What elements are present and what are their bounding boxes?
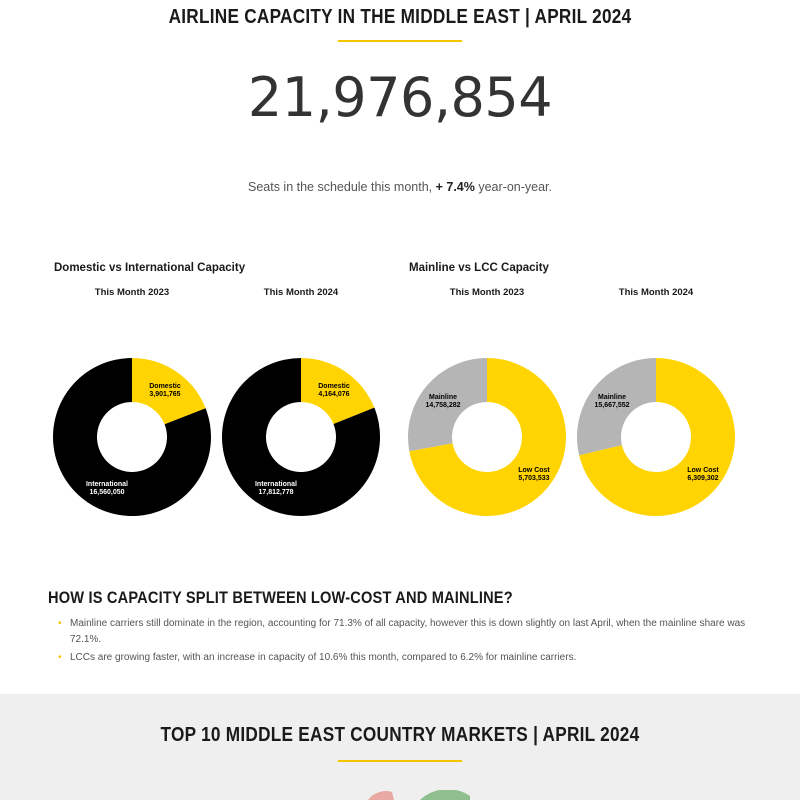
split-bullet-text: LCCs are growing faster, with an increase in capacity of 10.6% this month, compared to 6.2% for mainline carriers.	[70, 652, 577, 663]
slice-name-label: Domestic	[318, 383, 350, 390]
peek-shape-red	[368, 791, 394, 800]
split-bullet	[58, 616, 758, 648]
slice-value-label: 5,703,533	[518, 475, 550, 482]
seats-caption	[0, 180, 800, 194]
slice-value-label: 14,758,282	[425, 402, 461, 409]
markets-section-band	[0, 694, 800, 800]
slice-value-label: 4,164,076	[318, 391, 350, 398]
mainline-lcc-heading: Mainline vs LCC Capacity	[409, 262, 549, 274]
seats-caption-suffix: year-on-year.	[478, 180, 553, 194]
peek-shape-green	[420, 790, 470, 800]
donut-mainline-lcc-2024	[577, 358, 735, 516]
split-bullets	[58, 616, 758, 668]
seats-caption-prefix: Seats in the schedule this month,	[247, 180, 433, 194]
donut-charts	[0, 340, 800, 540]
split-bullet-text: Mainline carriers still dominate in the region, accounting for 71.3% of all capacity, however this is down slightly on last April, when the mainline share was 72.1%.	[70, 618, 746, 645]
yoy-change: + 7.4%	[435, 180, 475, 194]
total-seats-value: 21,976,854	[247, 66, 553, 129]
donut-domestic-intl-2023	[53, 358, 211, 516]
domestic-international-heading: Domestic vs International Capacity	[54, 262, 246, 274]
slice-name-label: International	[85, 481, 129, 488]
markets-title-underline	[338, 760, 462, 762]
slice-name-label: Low Cost	[518, 467, 550, 474]
col-heading-2024-left: This Month 2024	[263, 287, 339, 298]
slice-name-label: International	[254, 481, 298, 488]
donut-mainline-lcc-2023	[408, 358, 566, 516]
slice-value-label: 16,560,050	[89, 489, 125, 496]
slice-value-label: 15,667,552	[594, 402, 630, 409]
page-title: AIRLINE CAPACITY IN THE MIDDLE EAST | APRIL 2024	[168, 6, 632, 28]
col-heading-2023-right: This Month 2023	[449, 287, 525, 298]
next-chart-peek	[340, 790, 480, 800]
bullet-dot: •	[58, 652, 62, 663]
slice-value-label: 3,901,765	[149, 391, 181, 398]
split-bullet	[58, 650, 758, 666]
slice-name-label: Mainline	[428, 394, 458, 401]
markets-section-title: TOP 10 MIDDLE EAST COUNTRY MARKETS | APRIL 2024	[160, 724, 640, 746]
slice-name-label: Mainline	[597, 394, 627, 401]
slice-name-label: Low Cost	[687, 467, 719, 474]
slice-value-label: 17,812,778	[258, 489, 294, 496]
donut-domestic-intl-2024	[222, 358, 380, 516]
slice-value-label: 6,309,302	[687, 475, 719, 482]
split-section-heading: HOW IS CAPACITY SPLIT BETWEEN LOW-COST AND MAINLINE?	[48, 588, 513, 607]
title-underline	[338, 40, 462, 42]
bullet-dot: •	[58, 618, 62, 629]
slice-name-label: Domestic	[149, 383, 181, 390]
col-heading-2023-left: This Month 2023	[94, 287, 170, 298]
col-heading-2024-right: This Month 2024	[618, 287, 694, 298]
